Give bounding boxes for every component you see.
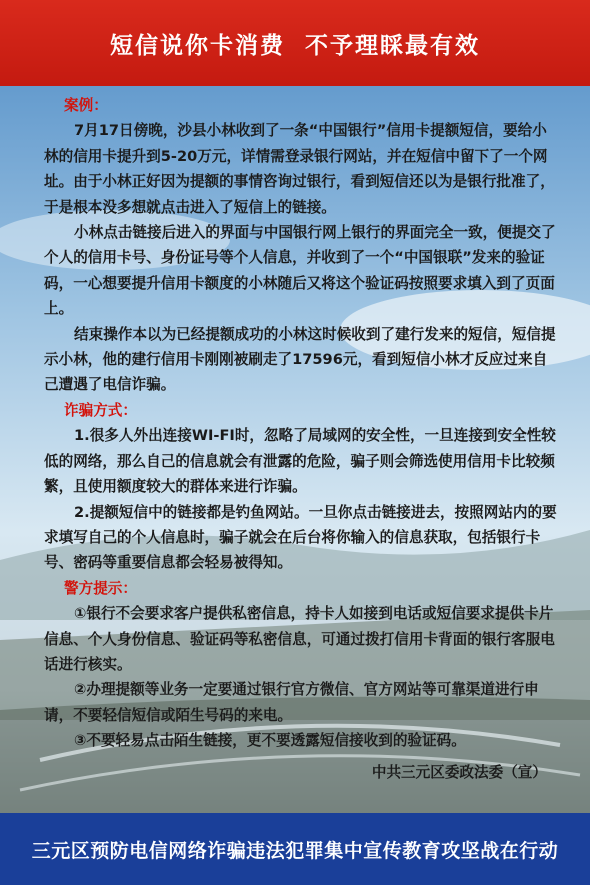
- warning-label: 警方提示：: [64, 579, 137, 597]
- case-label: 案例：: [64, 97, 108, 114]
- method-paragraph: 1.很多人外出连接WI-FI时，忽略了局域网的安全性，一旦连接到安全性较低的网络，那么自己的信息就会有泄露的危险，骗子则会筛选使用信用卡比较频繁，且使用额度较大的群体来进行诈骗。: [44, 427, 556, 496]
- case-paragraph: 7月17日傍晚，沙县小林收到了一条“中国银行”信用卡提额短信，要给小林的信用卡提升到5-20万元，详情需登录银行网站，并在短信中留下了一个网址。由于小林正好因为提额的事情咨询过银行，看到短信还以为是银行批准了，于是根本没多想就点击进入了短信上的链接。: [44, 122, 555, 216]
- case-paragraph: 小林点击链接后进入的界面与中国银行网上银行的界面完全一致，便提交了个人的信用卡号、身份证号等个人信息，并收到了一个“中国银联”发来的验证码，一心想要提升信用卡额度的小林随后又将这个验证码按照要求填入到了页面上。: [44, 224, 556, 318]
- signature: 中共三元区委政法委（宣）: [371, 763, 547, 781]
- warning-paragraph: ①银行不会要求客户提供私密信息，持卡人如接到电话或短信要求提供卡片信息、个人身份信息、验证码等私密信息，可通过拨打信用卡背面的银行客服电话进行核实。: [44, 605, 555, 673]
- case-paragraph: 结束操作本以为已经提额成功的小林这时候收到了建行发来的短信，短信提示小林，他的建行信用卡刚刚被刷走了17596元，看到短信小林才反应过来自己遭遇了电信诈骗。: [44, 325, 556, 394]
- header-banner: [0, 0, 590, 86]
- method-label: 诈骗方式：: [64, 401, 137, 419]
- warning-paragraph: ③不要轻易点击陌生链接，更不要透露短信接收到的验证码。: [74, 732, 466, 750]
- footer-banner: [0, 813, 590, 885]
- footer-slogan: 三元区预防电信网络诈骗违法犯罪集中宣传教育攻坚战在行动: [31, 839, 559, 862]
- warning-paragraph: ②办理提额等业务一定要通过银行官方微信、官方网站等可靠渠道进行申请，不要轻信短信或陌生号码的来电。: [44, 681, 539, 724]
- method-paragraph: 2.提额短信中的链接都是钓鱼网站。一旦你点击链接进去，按照网站内的要求填写自己的个人信息时，骗子就会在后台将你输入的信息获取，包括银行卡号、密码等重要信息都会轻易被得知。: [44, 503, 557, 572]
- poster-title: 短信说你卡消费 不予理睬最有效: [109, 32, 480, 59]
- poster-content: [44, 93, 559, 785]
